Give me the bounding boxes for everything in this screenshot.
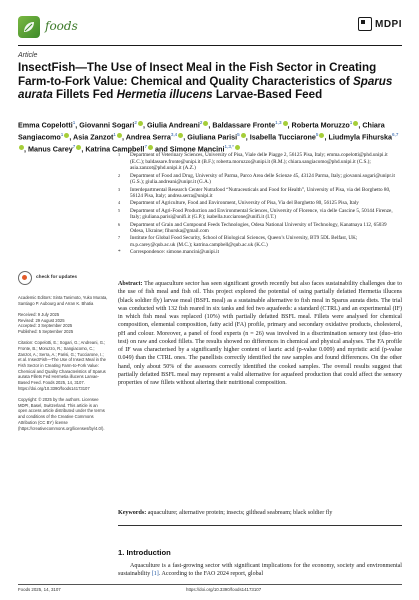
author-name[interactable]: Giovanni Sogari	[79, 120, 135, 130]
affiliation-item	[118, 222, 402, 235]
author-name[interactable]: Simone Mancini	[169, 144, 225, 154]
journal-name: foods	[45, 19, 78, 33]
revised-date: Revised: 29 August 2025	[18, 317, 65, 323]
author-name[interactable]: Roberta Moruzzo	[291, 120, 350, 130]
author-affiliation-ref: 1	[113, 131, 116, 137]
abstract	[118, 280, 402, 387]
author-affiliation-ref: 5	[237, 131, 240, 137]
mdpi-logo-icon	[358, 17, 372, 31]
author-affiliation-ref: 7	[72, 143, 76, 149]
author-affiliation-ref: 6,7	[392, 131, 399, 137]
abstract-text: The aquaculture sector has seen significant growth recently but also faces sustainability challenges due to the use of fish meal and fish oil. This project explored the potential of using partially defatted Hermetia illucens (black soldier fly) larvae meal (BSFL meal) as a sustainable alternative to fish meal in Sparus aurata diets. The trial was conducted with 132 fish reared in six tanks and fed two aquafeeds: a standard (CTRL) and an experimental (IF) in which fish meal was replaced (10%) with partially defatted BSFL meal. Fillets were analysed for chemical composition, elemental composition, fatty acid (FA) profile, primary and secondary oxidative products, cholesterol, pH and colour. Moreover, a panel of food experts (n = 26) was involved in a discrimination sensory test (duo–trio test) on raw and cooked fillets. The results showed no differences in chemical and physical analyses. The FA profile of IF was characterised by a significantly higher content of lauric acid (p-value 0.009) and myristic acid (p-value 0.049) than the CTRL ones. The panellists correctly identified the raw samples and found differences. On the other hand, only about 50% of the assessors correctly identified the cooked samples. The overall results suggest that partially defatted BSFL meal may represent a valid alternative for aquafeed production that could affect the sensory properties of raw fillets without altering their nutritional composition.	[118, 281, 402, 386]
header-divider	[18, 45, 402, 46]
journal-logo-icon	[18, 16, 40, 38]
affiliation-text: Department of Veterinary Sciences, University of Pisa, Viale delle Piagge 2, 56125 Pisa, Italy; emma.copelotti@phd.unipi.it (E.C.); baldassare.fronte@unipi.it (B.F.); roberta.moruzzo@unipi.it (R.M.); chiara.sangiacomo@phd.unipi.it (C.S.); asia.zanzot@phd.unipi.it (A.Z.)	[130, 152, 388, 172]
affiliation-number: 1	[118, 152, 121, 157]
orcid-icon[interactable]	[64, 133, 69, 138]
copyright-notice: Copyright: © 2025 by the authors. Licensee MDPI, Basel, Switzerland. This article is an open access article distributed under the terms and conditions of the Creative Commons Attribution (CC BY) license (https://creativecommons.org/licenses/by/4.0/).	[18, 397, 105, 431]
intro-text: Aquaculture is a fast-growing sector with significant implications for the economy, society and environmental sustainability	[118, 563, 402, 578]
publisher-logo	[358, 17, 402, 31]
affiliation-number: 3	[118, 186, 121, 192]
affiliation-text: Interdepartmental Research Center Nutrafood “Nutraceuticals and Food for Health”, University of Pisa, via del Borghetto 80, 56124 Pisa, Italy; andrea.serra@unipi.it	[130, 186, 391, 200]
affiliation-number: 4	[118, 200, 121, 206]
affiliation-text: Correspondence: simone.mancini@unipi.it	[130, 249, 220, 256]
orcid-icon[interactable]	[76, 145, 81, 150]
affiliation-number: 5	[118, 207, 121, 213]
orcid-icon[interactable]	[283, 121, 288, 126]
orcid-icon[interactable]	[19, 145, 24, 150]
author-name[interactable]: Andrea Serra	[125, 132, 171, 142]
affiliation-item	[118, 152, 402, 172]
publication-dates	[18, 312, 108, 335]
orcid-icon[interactable]	[178, 133, 183, 138]
author-affiliation-ref: 1,3	[275, 120, 282, 125]
title-text: InsectFish—The Use of Insect Meal in the Fish Sector in Creating Farm-to-Fork Value: Chemical and Quality Characteristics of	[18, 61, 377, 88]
orcid-icon[interactable]	[241, 133, 246, 138]
author-affiliation-ref: 1	[60, 131, 64, 137]
intro-paragraph	[118, 562, 402, 578]
title-text: Fillets Fed	[52, 88, 117, 101]
accepted-date: Accepted: 3 September 2025	[18, 323, 73, 329]
affiliation-item	[118, 249, 402, 256]
affiliation-item	[118, 208, 402, 221]
keywords-divider	[118, 525, 402, 526]
affiliation-number: 7	[118, 235, 121, 241]
author-affiliation-ref: 5	[315, 131, 319, 137]
keywords-text: aquaculture; alternative protein; insects; gilthead seabream; black soldier fly	[147, 510, 333, 516]
author-list: Emma Copelotti$^1$, Giovanni Sogari$^2$ , Giulia Andreani$^2$ , Baldassare Fronte$^{1,3}$ , Roberta Moruzzo$^1$ , Chiara Sangiacomo$^1$ , Asia Zanzot$^1$ , Andrea Serra$^{3,4}$ , Giuliana Parisi$^5$ , Isabella Tucciarone$^5$ , Liudmyla Fihurska$^{6,7}$, Manus Carey$^7$ , Katrina Campbell$^7$ and Simone Mancini$^{1,3,*}$	[18, 120, 399, 154]
article-sidebar	[18, 271, 108, 437]
title-species: Hermetia illucens	[116, 88, 213, 101]
check-updates-label: check for updates	[36, 275, 78, 281]
affiliation-item	[118, 187, 402, 200]
keywords	[118, 509, 402, 517]
publisher-name: MDPI	[375, 18, 402, 30]
author-affiliation-ref: 3,4	[170, 131, 178, 137]
author-affiliation-ref: 1	[349, 120, 353, 125]
academic-editors: Academic Editors: Sinta Tanimoto, Yuko Murata, Santiago P. Aubourg and Arran K. Bhatia	[18, 295, 108, 306]
author-name[interactable]: Liudmyla Fihurska	[328, 132, 392, 142]
orcid-icon[interactable]	[353, 121, 358, 126]
author-affiliation-ref: 2	[199, 120, 203, 125]
published-date: Published: 5 September 2025	[18, 329, 74, 335]
check-updates-button[interactable]	[18, 271, 108, 285]
affiliation-item	[118, 235, 402, 248]
check-updates-icon	[18, 271, 32, 285]
citation: Citation: Copelotti, E.; Sogari, G.; Andreani, G.; Fronte, B.; Moruzzo, R.; Sangiacomo, C.; Zanzot, A.; Serra, A.; Parisi, G.; Tucciarone, I.; et al. InsectFish—The Use of Insect Meal in the Fish Sector in Creating Farm-to-Fork Value: Chemical and Quality Characteristics of Sparus aurata Fillets Fed Hermetia illucens Larvae-Based Feed. Foods 2025, 14, 3107. https://doi.org/10.3390/foods14173107	[18, 340, 106, 391]
affiliation-number: 6	[118, 221, 121, 227]
orcid-icon[interactable]	[235, 145, 240, 150]
affiliation-item	[118, 200, 402, 207]
orcid-icon[interactable]	[138, 121, 143, 126]
author-name[interactable]: Manus Carey	[28, 144, 73, 154]
author-affiliation-ref: 7	[144, 143, 147, 149]
author-name[interactable]: Giuliana Parisi	[187, 132, 238, 142]
author-name[interactable]: Giulia Andreani	[146, 120, 200, 130]
affiliation-item	[118, 173, 402, 186]
author-affiliation-ref: 2	[134, 120, 137, 125]
affiliation-text: Department of Agri-Food Production and Environmental Sciences, University of Florence, via delle Cascine 5, 50144 Firenze, Italy; giuliana.parisi@unifi.it (G.P.); isabella.tucciarone@unifi.it (I.T.)	[130, 207, 393, 221]
affiliation-text: Department of Food and Drug, University of Parma, Parco Area delle Scienze 45, 43124 Parma, Italy; giovanni.sogari@unipr.it (G.S.); giulia.andreani@unipr.it (G.A.)	[130, 172, 395, 186]
affiliation-list	[118, 152, 402, 257]
affiliation-text: Department of Grain and Compound Feeds Technologies, Odesa National University of Technology, Kanatnaya 112, 65039 Odesa, Ukraine; fihurska@gmail.com	[130, 221, 387, 235]
affiliation-text: Institute for Global Food Security, School of Biological Sciences, Queen’s University, BT9 5DL Belfast, UK; m.p.carey@qub.ac.uk (M.C.); katrina.campbell@qub.ac.uk (K.C.)	[130, 235, 358, 249]
author-name[interactable]: Asia Zanzot	[73, 132, 114, 142]
author-name[interactable]: Katrina Campbell	[85, 144, 145, 154]
intro-text: . According to the FAO 2024 report, global	[158, 571, 264, 578]
orcid-icon[interactable]	[319, 133, 324, 138]
title-text: Larvae-Based Feed	[212, 88, 323, 101]
author-name[interactable]: Isabella Tucciarone	[249, 132, 316, 142]
article-type: Article	[18, 52, 38, 59]
affiliation-number: 2	[118, 172, 121, 178]
article-title	[18, 61, 402, 102]
keywords-label: Keywords:	[118, 510, 147, 516]
section-heading: 1. Introduction	[118, 548, 171, 557]
footer-doi-link[interactable]: https://doi.org/10.3390/foods14173107	[186, 587, 262, 592]
page-header	[18, 14, 402, 44]
title-species: Sparus aurata	[18, 74, 393, 101]
author-name[interactable]: Baldassare Fronte	[212, 120, 276, 130]
footer-divider	[18, 584, 402, 585]
author-affiliation-ref: 1,3,*	[224, 143, 234, 149]
reference-link[interactable]: [1]	[151, 571, 159, 578]
orcid-icon[interactable]	[148, 145, 153, 150]
author-name[interactable]: Chiara Sangiacomo	[18, 120, 385, 142]
footer-journal: Foods 2025, 14, 3107	[18, 587, 61, 592]
author-affiliation-ref: 1	[72, 120, 76, 125]
affiliation-number: *	[118, 249, 121, 256]
affiliation-text: Department of Agriculture, Food and Environment, University of Pisa, Via del Borghetto 80, 56125 Pisa, Italy	[130, 200, 359, 207]
abstract-label: Abstract:	[118, 281, 143, 287]
author-name[interactable]: Emma Copelotti	[18, 120, 73, 130]
orcid-icon[interactable]	[203, 121, 208, 126]
received-date: Received: 9 July 2025	[18, 311, 60, 317]
orcid-icon[interactable]	[117, 133, 122, 138]
